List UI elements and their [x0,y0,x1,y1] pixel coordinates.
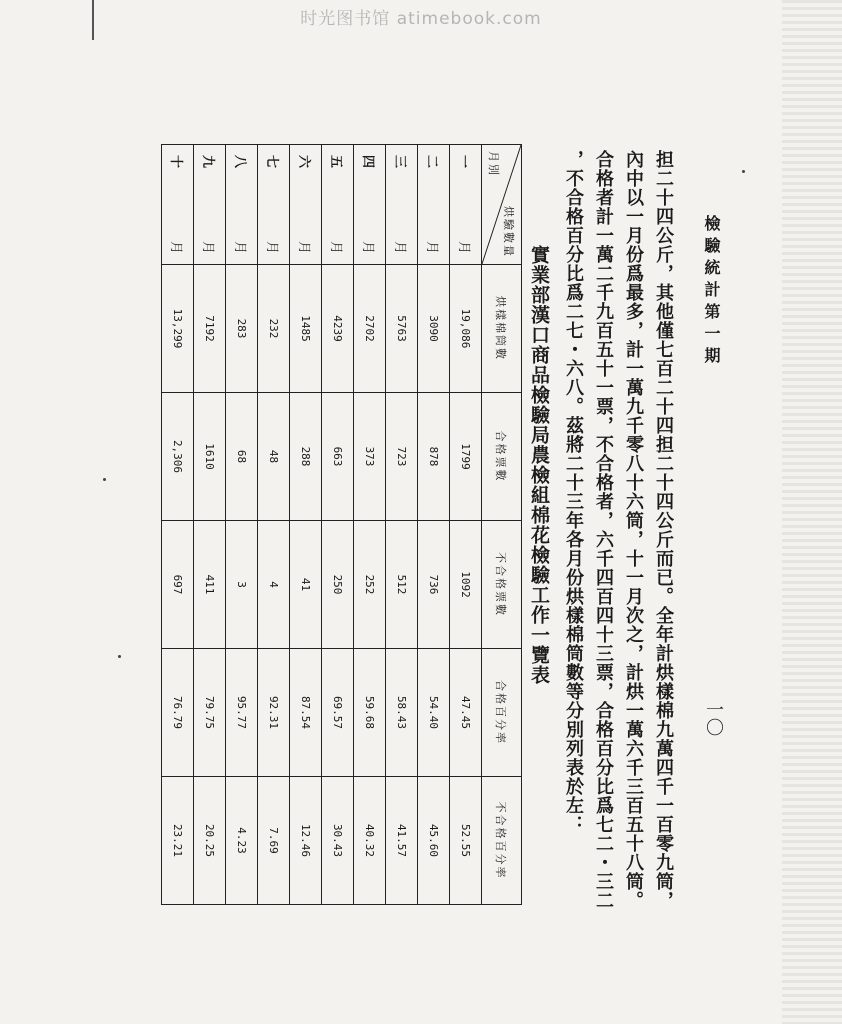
paragraph-line-4: ，不合格百分比爲二七・六八。茲將二十三年各月份烘樣棉筒數等分別列表於左： [563,150,584,834]
cell-tubes: 4239 [322,265,354,393]
cell-pass: 1610 [194,393,226,521]
month-number: 三 [392,155,407,169]
cell-fail-pct: 23.21 [162,777,194,905]
cell-pass: 68 [226,393,258,521]
cell-tubes: 283 [226,265,258,393]
cell-fail: 736 [418,521,450,649]
table-row [258,145,290,905]
cell-pass-pct: 59.68 [354,649,386,777]
month-suffix: 月 [360,240,375,254]
cell-month [194,145,226,265]
cell-fail: 41 [290,521,322,649]
corner-label-top: 烘驗數量 [502,206,515,258]
inspection-table [161,144,522,905]
paragraph-line-1: 担二十四公斤，其他僅七百二十四担二十四公斤而已。全年計烘樣棉九萬四千一百零九筒， [653,150,674,910]
table-row [162,145,194,905]
table-row [194,145,226,905]
cell-tubes: 2702 [354,265,386,393]
month-number: 四 [360,155,375,169]
cell-tubes: 3090 [418,265,450,393]
month-suffix: 月 [264,240,279,254]
header-pass: 合格票數 [482,393,522,521]
cell-month [162,145,194,265]
cell-fail-pct: 52.55 [450,777,482,905]
cell-fail-pct: 7.69 [258,777,290,905]
cell-tubes: 232 [258,265,290,393]
cell-fail: 252 [354,521,386,649]
cell-fail-pct: 4.23 [226,777,258,905]
cell-month [258,145,290,265]
month-number: 一 [456,155,471,169]
speck [118,655,121,658]
cell-pass-pct: 76.79 [162,649,194,777]
cell-pass-pct: 58.43 [386,649,418,777]
cell-fail: 1092 [450,521,482,649]
table-row [322,145,354,905]
table-row [290,145,322,905]
cell-tubes: 19,086 [450,265,482,393]
cell-fail-pct: 45.60 [418,777,450,905]
cell-pass: 288 [290,393,322,521]
paragraph-line-2: 內中以一月份爲最多，計一萬九千零八十六筒，十一月次之，計烘一萬六千三百五十八筒。 [623,150,644,910]
cell-pass: 663 [322,393,354,521]
cell-month [354,145,386,265]
month-suffix: 月 [200,240,215,254]
cell-pass: 878 [418,393,450,521]
table-row [418,145,450,905]
table-container [162,144,522,904]
month-number: 六 [296,155,311,169]
cell-fail: 512 [386,521,418,649]
month-suffix: 月 [328,240,343,254]
month-number: 五 [328,155,343,169]
cell-month [418,145,450,265]
cell-month [386,145,418,265]
cell-fail: 3 [226,521,258,649]
cell-pass-pct: 69.57 [322,649,354,777]
cell-fail-pct: 41.57 [386,777,418,905]
page-edge-mark [92,0,94,40]
month-suffix: 月 [296,240,311,254]
cell-fail: 411 [194,521,226,649]
cell-pass-pct: 54.40 [418,649,450,777]
cell-fail: 4 [258,521,290,649]
table-title: 實業部漢口商品檢驗局農檢組棉花檢驗工作一覽表 [528,245,550,685]
cell-pass-pct: 92.31 [258,649,290,777]
speck [742,170,745,173]
month-number: 二 [424,155,439,169]
header-fail-pct: 不合格百分率 [482,777,522,905]
cell-pass: 373 [354,393,386,521]
cell-fail-pct: 30.43 [322,777,354,905]
cell-pass-pct: 79.75 [194,649,226,777]
cell-pass: 48 [258,393,290,521]
month-number: 七 [264,155,279,169]
cell-pass-pct: 87.54 [290,649,322,777]
cell-pass: 1799 [450,393,482,521]
watermark: 时光图书馆 atimebook.com [300,9,542,29]
cell-fail-pct: 40.32 [354,777,386,905]
month-suffix: 月 [424,240,439,254]
month-number: 九 [200,155,215,169]
paragraph-line-3: 合格者計一萬二千九百五十一票，不合格者，六千四百四十三票，合格百分比爲七二・三二 [593,150,614,910]
table-row [450,145,482,905]
cell-month [226,145,258,265]
cell-fail-pct: 12.46 [290,777,322,905]
cell-month [322,145,354,265]
cell-tubes: 1485 [290,265,322,393]
month-suffix: 月 [456,240,471,254]
page-number: 一〇 [703,700,724,736]
month-number: 十 [168,155,183,169]
month-suffix: 月 [232,240,247,254]
cell-month [290,145,322,265]
header-tubes: 烘樣棉筒數 [482,265,522,393]
cell-pass: 2,306 [162,393,194,521]
header-pass-pct: 合格百分率 [482,649,522,777]
cell-fail: 250 [322,521,354,649]
cell-fail-pct: 20.25 [194,777,226,905]
cell-fail: 697 [162,521,194,649]
month-suffix: 月 [392,240,407,254]
page-edge-noise [782,0,842,1024]
table-row [386,145,418,905]
table-row [226,145,258,905]
page-header-title: 檢驗統計第一期 [702,215,721,369]
month-number: 八 [232,155,247,169]
cell-pass-pct: 95.77 [226,649,258,777]
cell-tubes: 7192 [194,265,226,393]
table-row [354,145,386,905]
header-fail: 不合格票數 [482,521,522,649]
cell-pass: 723 [386,393,418,521]
cell-pass-pct: 47.45 [450,649,482,777]
speck [103,478,106,481]
cell-month [450,145,482,265]
cell-tubes: 13,299 [162,265,194,393]
cell-tubes: 5763 [386,265,418,393]
table-corner-cell [482,145,522,265]
month-suffix: 月 [168,240,183,254]
corner-label-bottom: 月別 [487,151,500,177]
